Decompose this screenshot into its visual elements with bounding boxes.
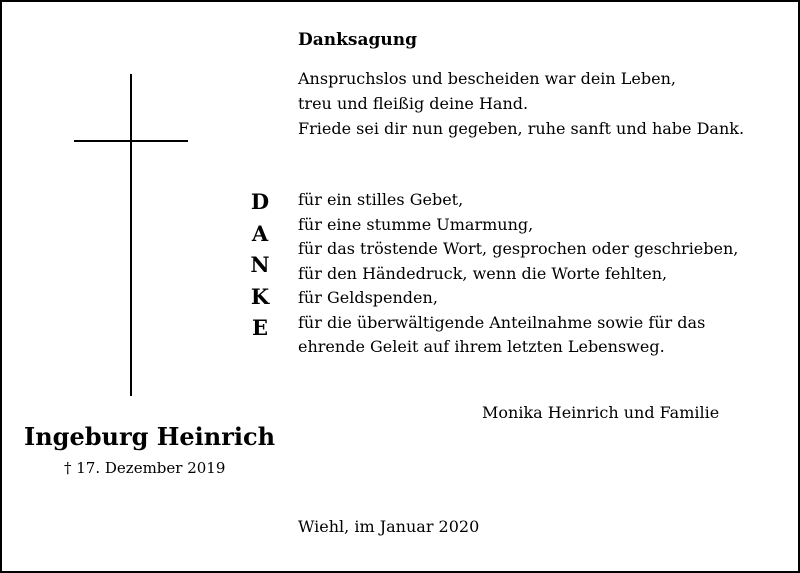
thanks-line: für eine stumme Umarmung,: [298, 214, 534, 234]
verse-line: Friede sei dir nun gegeben, ruhe sanft und habe Dank.: [298, 119, 745, 138]
page-title: Danksagung: [298, 30, 417, 50]
cross-horizontal-beam: [74, 140, 188, 142]
signature: Monika Heinrich und Familie: [482, 403, 720, 422]
death-date: † 17. Dezember 2019: [64, 459, 226, 477]
thanks-line: für ein stilles Gebet,: [298, 190, 464, 209]
verse: [298, 66, 744, 141]
danke-letter: D: [250, 189, 270, 214]
place-date: Wiehl, im Januar 2020: [298, 517, 480, 536]
deceased-name: Ingeburg Heinrich: [24, 422, 276, 451]
danke-letter: A: [251, 220, 269, 246]
thanks-line: ehrende Geleit auf ihrem letzten Lebensweg.: [298, 337, 665, 356]
thanks-line: für den Händedruck, wenn die Worte fehlten,: [298, 263, 668, 283]
verse-line: treu und fleißig deine Hand.: [298, 94, 529, 113]
thanks-list: [298, 188, 738, 360]
thanks-line: für die überwältigende Anteilnahme sowie für das: [298, 312, 706, 332]
thanks-line: für das tröstende Wort, gesprochen oder geschrieben,: [298, 239, 739, 258]
cross-vertical-beam: [130, 74, 132, 396]
danke-letter: E: [251, 315, 268, 340]
danke-letter: K: [250, 283, 270, 309]
danke-vertical-word: [247, 186, 273, 344]
verse-line: Anspruchslos und bescheiden war dein Leben,: [298, 69, 676, 88]
thanks-line: für Geldspenden,: [298, 288, 438, 307]
danke-letter: N: [250, 252, 270, 277]
